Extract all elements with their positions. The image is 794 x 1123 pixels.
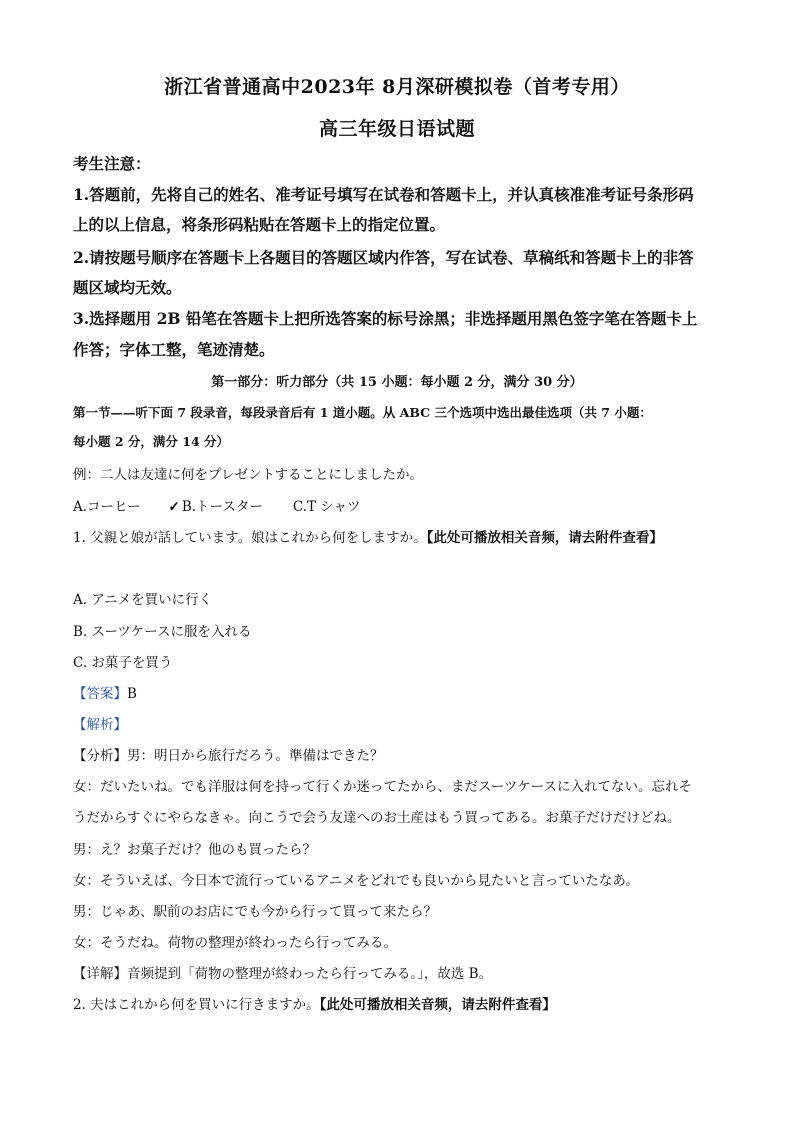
section1-line-2: 每小题 2 分，满分 14 分） [73,434,230,449]
dialogue-line: 女：だいたいね。でも洋服は何を持って行くか迷ってたから、まだスーツケースに入れてない。忘れそ [73,779,692,795]
example-options [73,495,361,515]
analysis-tag: 【分析】 [73,748,127,764]
example-option-b: B.トースター [181,499,263,515]
dialogue-line: 女：そういえば、今日本で流行っているアニメをどれでも良いから見たいと言っていたなあ。 [73,873,639,889]
dialogue-line: 男：明日から旅行だろう。準備はできた？ [127,748,384,764]
analysis-line-1 [73,744,384,764]
detail-tag: 【详解】 [73,966,127,982]
answer-value: B [127,686,137,702]
notice-item-3-line-1: 3.选择题用 2B 铅笔在答题卡上把所选答案的标号涂黑；非选择题用黑色签字笔在答题卡上 [73,309,698,328]
answer-label: 【答案】 [73,686,127,702]
notice-heading: 考生注意： [73,154,151,173]
q1-answer [73,682,137,702]
dialogue-line: 男：じゃあ、駅前のお店にでも今から行って買って来たら？ [73,904,437,920]
dialogue-line: うだからすぐにやらなきゃ。向こうで会う友達へのお土産はもう買ってある。お菓子だけだけどね。 [73,810,681,826]
document-subtitle: 高三年级日语试题 [318,118,475,140]
q2-question: 2. 夫はこれから何を買いに行きますか。 [73,997,320,1013]
q1-option-c: C. お菓子を買う [73,655,173,671]
check-mark-icon: ✓ [168,499,180,515]
dialogue-line: 女：そうだね。荷物の整理が終わったら行ってみる。 [73,935,397,951]
notice-item-1-line-1: 1.答题前，先将自己的姓名、准考证号填写在试卷和答题卡上，并认真核准准考证号条形码 [73,185,694,204]
notice-item-2-line-2: 题区域均无效。 [73,278,182,297]
q2-audio-link[interactable]: 【此处可播放相关音频，请去附件查看】 [319,997,556,1013]
section1-line-1: 第一节——听下面 7 段录音，每段录音后有 1 道小题。从 ABC 三个选项中选出最佳选项（共 7 小题： [73,405,652,420]
document-title: 浙江省普通高中2023年 8月深研模拟卷（首考专用） [164,76,630,98]
q1-option-a: A. アニメを買いに行く [73,592,213,608]
q2-question-line [73,993,556,1013]
part1-heading: 第一部分：听力部分（共 15 小题：每小题 2 分，满分 30 分） [211,375,583,390]
notice-item-2-line-1: 2.请按题号顺序在答题卡上各题目的答题区域内作答，写在试卷、草稿纸和答题卡上的非答 [73,248,694,267]
analysis-label: 【解析】 [73,717,127,733]
q1-detail [73,962,492,982]
notice-item-3-line-2: 作答；字体工整，笔迹清楚。 [73,340,275,359]
notice-item-1-line-2: 上的以上信息，将条形码粘贴在答题卡上的指定位置。 [73,215,446,234]
example-option-c: C.T シャツ [292,499,361,515]
dialogue-line: 男：え？お菓子だけ？他のも買ったら？ [73,842,316,858]
q1-option-b: B. スーツケースに服を入れる [73,624,252,640]
example-question: 例：二人は友達に何をプレゼントすることにしましたか。 [73,467,424,483]
q1-audio-link[interactable]: 【此处可播放相关音频，请去附件查看】 [426,530,663,546]
example-option-a: A.コーヒー [73,499,141,515]
detail-text: 音频提到「荷物の整理が終わったら行ってみる。」，故选 B。 [127,966,493,982]
q1-question-line [73,526,663,546]
q1-question: 1. 父親と娘が話しています。娘はこれから何をしますか。 [73,530,427,546]
